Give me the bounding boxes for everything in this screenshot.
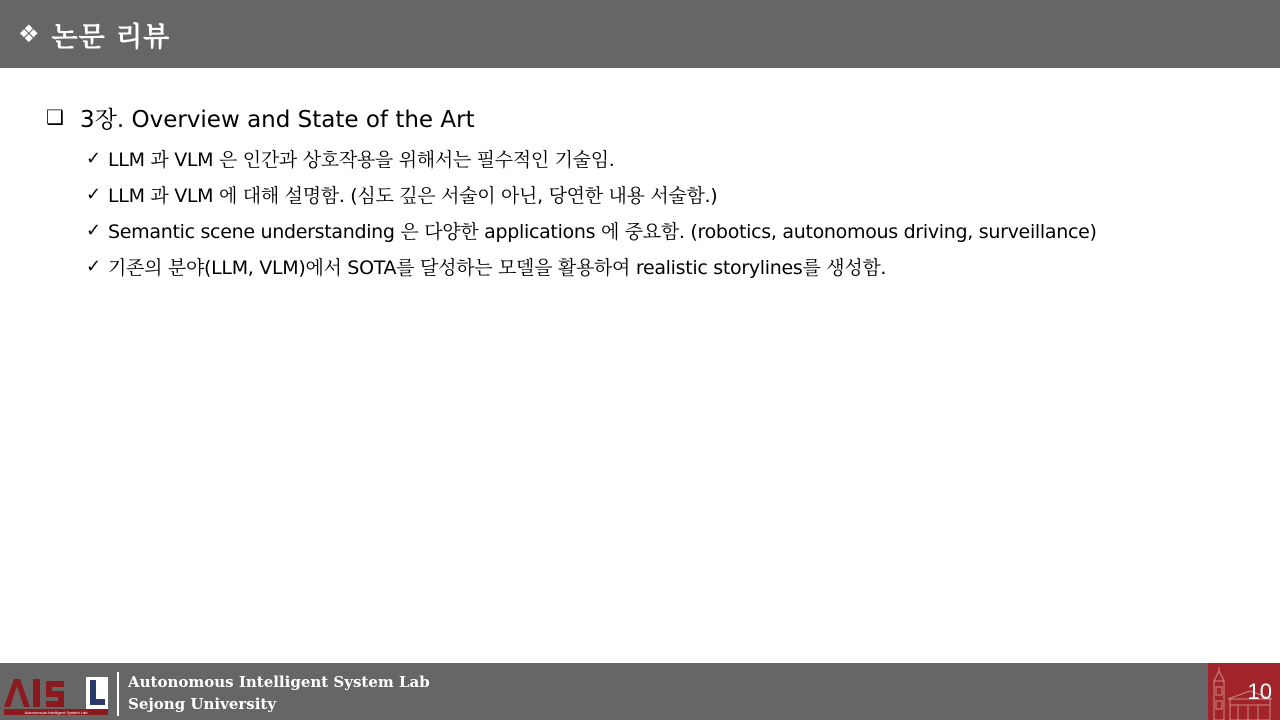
list-item-text: 기존의 분야(LLM, VLM)에서 SOTA를 달성하는 모델을 활용하여 realistic storylines를 생성함. xyxy=(108,256,887,279)
slide-title: 논문 리뷰 xyxy=(51,21,171,53)
checkmark-icon: ✓ xyxy=(86,219,102,241)
section-heading xyxy=(46,100,1246,134)
university-name: Sejong University xyxy=(128,695,277,713)
checkbox-bullet-icon: ❑ xyxy=(46,105,64,129)
bullet-list xyxy=(46,140,1246,284)
checkmark-icon: ✓ xyxy=(86,255,102,277)
checkmark-icon: ✓ xyxy=(86,183,102,205)
list-item-text: LLM 과 VLM 에 대해 설명함. (심도 깊은 서술이 아닌, 당연한 내용 서술함.) xyxy=(108,184,718,207)
header-bullet-icon: ❖ xyxy=(18,20,40,48)
aisl-logo xyxy=(2,671,110,717)
list-item xyxy=(86,248,1246,284)
slide-content xyxy=(46,100,1246,284)
svg-text:Autonomous Intelligent System: Autonomous Intelligent System Lab xyxy=(24,710,88,715)
list-item-text: LLM 과 VLM 은 인간과 상호작용을 위해서는 필수적인 기술임. xyxy=(108,148,615,171)
checkmark-icon: ✓ xyxy=(86,147,102,169)
section-title: 3장. Overview and State of the Art xyxy=(80,106,475,133)
list-item-text: Semantic scene understanding 은 다양한 applications 에 중요함. (robotics, autonomous driving, surveillance) xyxy=(108,220,1097,243)
page-number: 10 xyxy=(1247,679,1272,704)
footer-divider xyxy=(117,672,119,716)
list-item xyxy=(86,176,1246,212)
list-item xyxy=(86,140,1246,176)
lab-name: Autonomous Intelligent System Lab xyxy=(128,673,430,691)
slide-header xyxy=(0,0,1280,68)
list-item xyxy=(86,212,1246,248)
slide-footer xyxy=(0,663,1280,720)
page-number-box xyxy=(1208,663,1280,720)
